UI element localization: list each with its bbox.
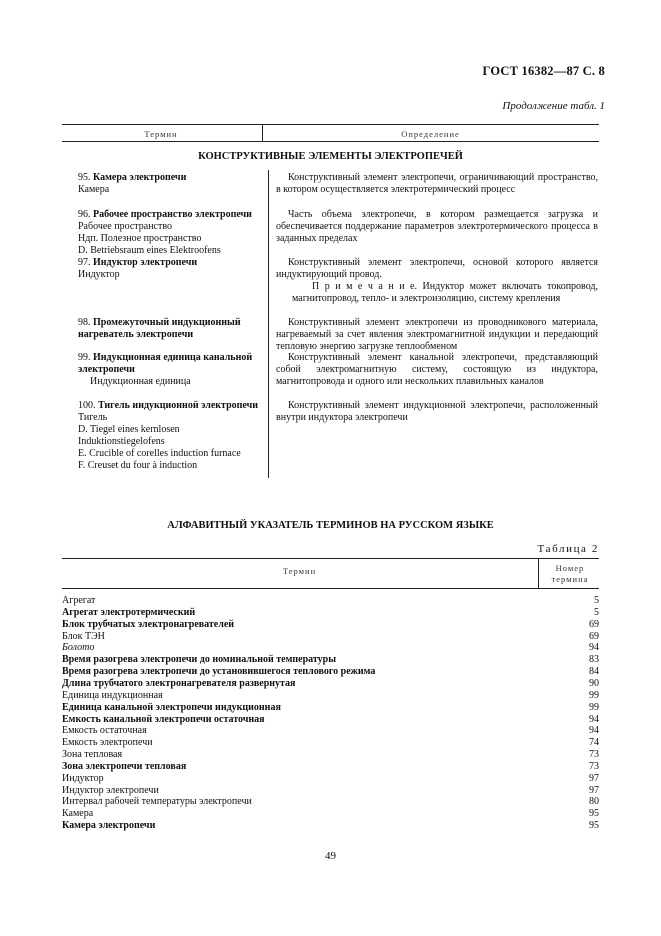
index-row xyxy=(62,737,599,749)
index-term: Емкость остаточная xyxy=(62,725,147,737)
index-term: Блок ТЭН xyxy=(62,630,105,642)
index-number: 99 xyxy=(589,701,599,713)
index-row xyxy=(62,773,599,785)
index-row xyxy=(62,796,599,808)
table-continuation-label: Продолжение табл. 1 xyxy=(502,100,605,112)
index-row xyxy=(62,820,599,832)
term-entry-99: 99. Индукционная единица канальной электропечи Индукционная единица xyxy=(78,352,262,388)
table2-top-rule xyxy=(62,558,599,559)
index-number: 5 xyxy=(594,595,599,606)
term-entry-97: 97. Индуктор электропечи Индуктор xyxy=(78,257,262,281)
index-row xyxy=(62,619,599,631)
index-number: 97 xyxy=(589,784,599,796)
index-row xyxy=(62,761,599,773)
index-term: Единица индукционная xyxy=(62,689,163,701)
document-code: ГОСТ 16382—87 С. 8 xyxy=(482,64,605,78)
index-number: 80 xyxy=(589,796,599,808)
index-row xyxy=(62,631,599,643)
term-synonym: Камера xyxy=(78,184,110,195)
index-term: Зона электропечи тепловая xyxy=(62,760,187,772)
index-number: 83 xyxy=(589,654,599,666)
index-number: 5 xyxy=(594,606,599,618)
index-row xyxy=(62,654,599,666)
term-synonym: Индукционная единица xyxy=(90,376,191,387)
index-number: 95 xyxy=(589,808,599,820)
table2-header-term: Термин xyxy=(282,566,317,576)
index-term: Блок трубчатых электронагревателей xyxy=(62,618,235,630)
index-term: Единица канальной электропечи индукционная xyxy=(62,701,281,713)
index-row xyxy=(62,808,599,820)
term-name: Камера электропечи xyxy=(93,172,187,183)
index-number: 94 xyxy=(589,713,599,725)
term-entry-95: 95. Камера электропечи Камера xyxy=(78,172,262,196)
term-synonym: Тигель xyxy=(78,412,108,423)
index-number: 84 xyxy=(589,666,599,678)
definition-98: Конструктивный элемент электропечи из проводникового материала, нагреваемый за счет явления электромагнитной индукции и передающий тепловую энергию загрузке теплообменом xyxy=(276,317,598,352)
term-name: Промежуточный индукционный нагреватель электропечи xyxy=(78,317,241,340)
index-term: Время разогрева электропечи до установившегося теплового режима xyxy=(62,666,376,678)
index-number: 95 xyxy=(589,820,599,832)
index-number: 73 xyxy=(589,749,599,761)
index-number: 74 xyxy=(589,737,599,749)
table2-header-rule xyxy=(62,588,599,589)
term-entry-96: 96. Рабочее пространство электропечи Рабочее пространство Ндп. Полезное пространство D. Betriebsraum eines Elektroofens xyxy=(78,209,262,257)
table1-header-divider xyxy=(262,124,263,141)
table2-header-number: Номер термина xyxy=(551,563,589,584)
index-row xyxy=(62,666,599,678)
term-name: Индуктор электропечи xyxy=(93,257,198,268)
table2-label: Таблица 2 xyxy=(537,543,599,555)
index-term: Индуктор электропечи xyxy=(62,784,159,796)
term-name: Индукционная единица канальной электропечи xyxy=(78,352,253,375)
index-number: 90 xyxy=(589,677,599,689)
index-title: АЛФАВИТНЫЙ УКАЗАТЕЛЬ ТЕРМИНОВ НА РУССКОМ ЯЗЫКЕ xyxy=(167,520,494,531)
index-number: 73 xyxy=(589,760,599,772)
index-row xyxy=(62,714,599,726)
index-row xyxy=(62,642,599,654)
index-term: Камера xyxy=(62,808,94,820)
note: П р и м е ч а н и е. Индуктор может включать токопровод, магнитопровод, тепло- и электроизоляцию, систему крепления xyxy=(292,281,599,304)
table1-body-divider xyxy=(268,170,269,478)
definition-97: Конструктивный элемент электропечи, основой которого является индуктирующий провод. П р и м е ч а н и е. Индуктор может включать токопровод, магнитопровод, тепло- и электроизоляцию, систему крепления xyxy=(276,257,599,304)
index-row xyxy=(62,749,599,761)
term-entry-98: 98. Промежуточный индукционный нагреватель электропечи xyxy=(78,317,241,340)
index-row xyxy=(62,607,599,619)
index-number: 99 xyxy=(589,689,599,701)
section-title: КОНСТРУКТИВНЫЕ ЭЛЕМЕНТЫ ЭЛЕКТРОПЕЧЕЙ xyxy=(198,151,463,162)
index-term: Камера электропечи xyxy=(62,820,156,832)
index-term: Зона тепловая xyxy=(62,749,123,761)
index-number: 69 xyxy=(589,630,599,642)
table1-header-definition: Определение xyxy=(401,129,460,139)
term-german: D. Betriebsraum eines Elektroofens xyxy=(78,245,221,256)
index-number: 69 xyxy=(589,618,599,630)
index-row xyxy=(62,785,599,797)
definition-100: Конструктивный элемент индукционной электропечи, расположенный внутри индуктора электропечи xyxy=(276,400,598,423)
table1-header-rule xyxy=(62,141,599,142)
index-term: Длина трубчатого электронагревателя развернутая xyxy=(62,677,296,689)
term-german: D. Tiegel eines kernlosen Induktionstiegelofens xyxy=(78,424,180,447)
index-number: 94 xyxy=(589,725,599,737)
term-entry-100: 100. Тигель индукционной электропечи Тигель D. Tiegel eines kernlosen Induktionstiegelofens E. Crucible of corelles induction furnace F. Creuset du four à induction xyxy=(78,400,262,472)
table2-header-divider xyxy=(538,558,539,588)
index-term: Болото xyxy=(62,642,95,654)
table1-header-term: Термин xyxy=(144,129,178,139)
page-number: 49 xyxy=(325,850,336,862)
index-number: 94 xyxy=(589,642,599,654)
term-french: F. Creuset du four à induction xyxy=(78,460,198,471)
term-synonym: Индуктор xyxy=(78,269,120,280)
term-synonym: Рабочее пространство xyxy=(78,221,173,232)
term-name: Рабочее пространство электропечи xyxy=(93,209,252,220)
index-term: Агрегат xyxy=(62,595,96,606)
term-deprecated: Ндп. Полезное пространство xyxy=(78,233,202,244)
term-english: E. Crucible of corelles induction furnace xyxy=(78,448,241,459)
index-term: Интервал рабочей температуры электропечи xyxy=(62,796,252,808)
index-row xyxy=(62,690,599,702)
index-term: Агрегат электротермический xyxy=(62,606,196,618)
index-row xyxy=(62,678,599,690)
definition-96: Часть объема электропечи, в котором размещается загрузка и обеспечивается поддержание параметров электротермического процесса в заданных пределах xyxy=(276,209,598,244)
index-row xyxy=(62,725,599,737)
index-term: Емкость электропечи xyxy=(62,737,153,749)
index-term: Индуктор xyxy=(62,772,104,784)
definition-99: Конструктивный элемент канальной электропечи, представляющий собой электромагнитную систему, состоящую из индуктора, магнитопровода и одного или нескольких плавильных каналов xyxy=(276,352,598,387)
definition-95: Конструктивный элемент электропечи, ограничивающий пространство, в котором осуществляется электротермический процесс xyxy=(276,172,598,195)
index-term: Время разогрева электропечи до номинальной температуры xyxy=(62,654,337,666)
term-name: Тигель индукционной электропечи xyxy=(98,400,258,411)
index-row xyxy=(62,702,599,714)
table1-top-rule xyxy=(62,124,599,125)
index-row xyxy=(62,595,599,607)
index-term: Емкость канальной электропечи остаточная xyxy=(62,713,265,725)
index-number: 97 xyxy=(589,772,599,784)
